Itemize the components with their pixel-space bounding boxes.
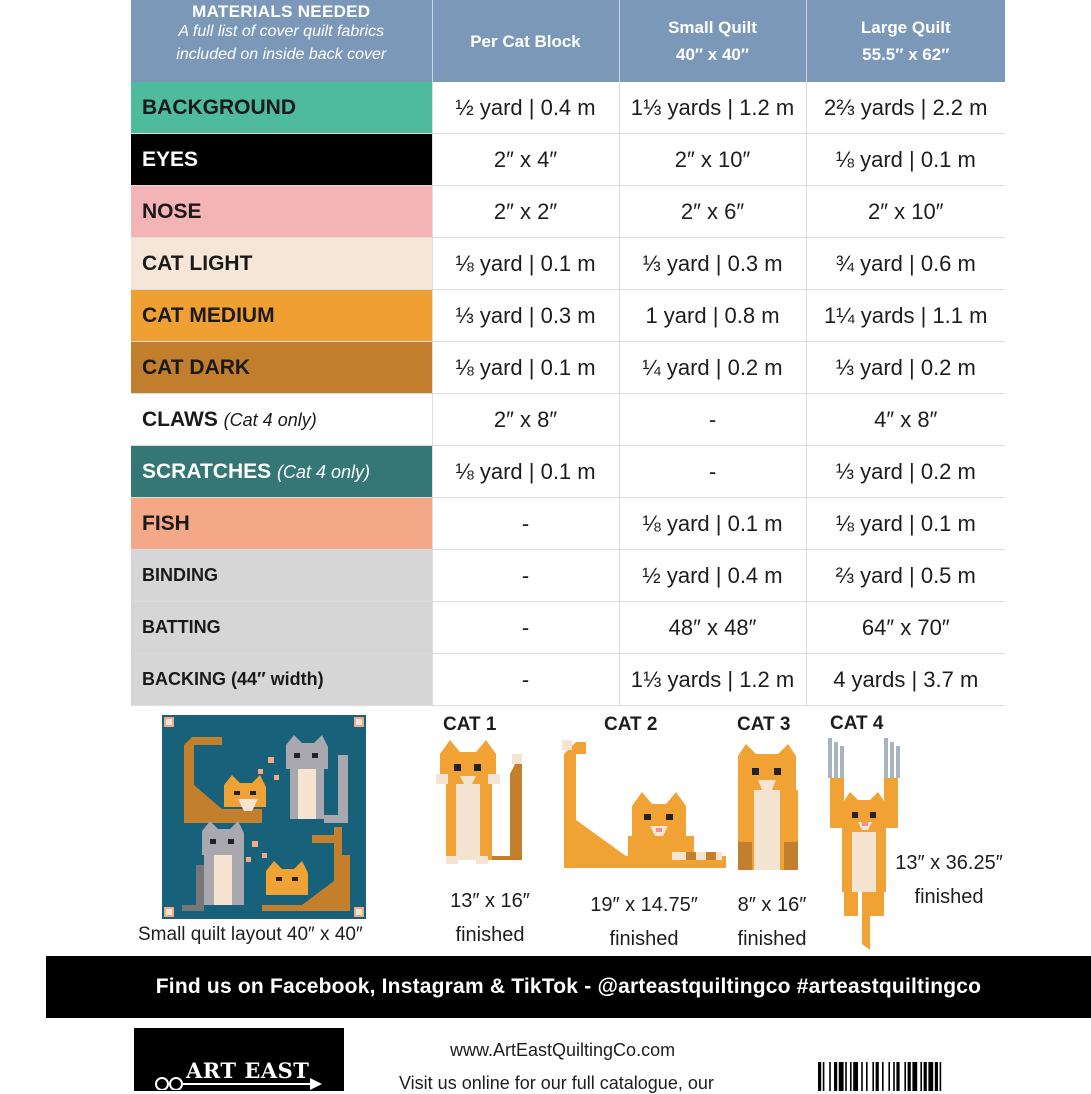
logo-text: ART EAST <box>186 1058 310 1083</box>
header-materials <box>131 0 432 82</box>
table-row <box>131 342 1005 394</box>
cell-large: ⅓ yard | 0.2 m <box>806 446 1005 498</box>
cell-small: - <box>619 446 806 498</box>
cell-large: 4 yards | 3.7 m <box>806 654 1005 706</box>
table-row <box>131 602 1005 654</box>
cell-large: ¾ yard | 0.6 m <box>806 238 1005 290</box>
table-row <box>131 186 1005 238</box>
cell-large: 4″ x 8″ <box>806 394 1005 446</box>
material-label <box>131 446 432 498</box>
barcode-bar <box>850 1062 852 1091</box>
cell-per-block: 2″ x 4″ <box>432 134 619 186</box>
material-name: CAT LIGHT <box>142 251 253 275</box>
social-text: Find us on Facebook, Instagram & TikTok - @arteastquiltingco #arteastquiltingco <box>155 975 982 998</box>
visit-text: Visit us online for our full catalogue, our <box>399 1073 714 1093</box>
cell-per-block: ⅛ yard | 0.1 m <box>432 446 619 498</box>
cat-2-title: CAT 2 <box>604 714 658 735</box>
large-quilt-title: Large Quilt <box>860 18 951 37</box>
cell-large: 2″ x 10″ <box>806 186 1005 238</box>
barcode-bar <box>876 1062 879 1091</box>
cell-small: 2″ x 6″ <box>619 186 806 238</box>
barcode-bar <box>866 1062 868 1091</box>
material-note: (Cat 4 only) <box>223 409 317 430</box>
barcode-bar <box>861 1062 863 1091</box>
cell-large: ⅔ yard | 0.5 m <box>806 550 1005 602</box>
header-note-line2: included on inside back cover <box>176 45 387 63</box>
material-label <box>131 654 432 706</box>
cell-per-block: ⅛ yard | 0.1 m <box>432 342 619 394</box>
cat-4-title: CAT 4 <box>830 713 884 734</box>
barcode-bar <box>853 1062 858 1091</box>
cat-2-image <box>562 740 726 870</box>
small-quilt-title: Small Quilt <box>668 18 757 37</box>
cell-small: ⅓ yard | 0.3 m <box>619 238 806 290</box>
cell-small: 1⅓ yards | 1.2 m <box>619 82 806 134</box>
material-name: BINDING <box>142 565 218 585</box>
barcode-bar <box>893 1062 895 1091</box>
cell-small: ½ yard | 0.4 m <box>619 550 806 602</box>
cell-per-block: - <box>432 602 619 654</box>
barcode-bar <box>920 1062 922 1091</box>
cell-large: ⅛ yard | 0.1 m <box>806 134 1005 186</box>
material-label <box>131 550 432 602</box>
cell-small: 1 yard | 0.8 m <box>619 290 806 342</box>
material-name: CAT MEDIUM <box>142 303 275 327</box>
website-link[interactable]: www.ArtEastQuiltingCo.com <box>450 1040 676 1060</box>
material-label <box>131 602 432 654</box>
header-small-quilt <box>619 0 806 82</box>
cell-per-block: ½ yard | 0.4 m <box>432 82 619 134</box>
material-label <box>131 82 432 134</box>
cell-large: ⅓ yard | 0.2 m <box>806 342 1005 394</box>
cat-2-size: 19″ x 14.75″ finished <box>590 894 698 950</box>
barcode-bar <box>912 1062 917 1091</box>
small-quilt-size: 40″ x 40″ <box>675 45 749 64</box>
cell-small: - <box>619 394 806 446</box>
barcode-bar <box>896 1062 899 1091</box>
cat-4-size: 13″ x 36.25″ finished <box>895 852 1003 908</box>
table-row <box>131 134 1005 186</box>
material-name: SCRATCHES <box>142 459 272 483</box>
barcode-bar <box>904 1062 906 1091</box>
quilt-caption: Small quilt layout 40″ x 40″ <box>138 924 363 945</box>
cat-1-image <box>436 740 522 870</box>
material-name: BACKGROUND <box>142 95 296 119</box>
cell-per-block: 2″ x 8″ <box>432 394 619 446</box>
small-quilt-layout-image <box>162 715 366 919</box>
barcode-bar <box>845 1062 847 1091</box>
cell-per-block: ⅛ yard | 0.1 m <box>432 238 619 290</box>
barcode-bar <box>882 1062 884 1091</box>
barcode-bar <box>872 1062 874 1091</box>
material-name: BATTING <box>142 617 221 637</box>
social-bar <box>46 956 1091 1018</box>
cat-3-image <box>734 742 806 872</box>
cell-small: 48″ x 48″ <box>619 602 806 654</box>
cell-per-block: - <box>432 550 619 602</box>
header-per-cat-block: Per Cat Block <box>432 0 619 82</box>
table-row <box>131 498 1005 550</box>
barcode-bar <box>823 1062 825 1091</box>
material-label <box>131 290 432 342</box>
cell-small: ⅛ yard | 0.1 m <box>619 498 806 550</box>
material-name: FISH <box>142 511 190 535</box>
table-row <box>131 290 1005 342</box>
material-label <box>131 186 432 238</box>
cell-large: 1¼ yards | 1.1 m <box>806 290 1005 342</box>
barcode-bar <box>940 1062 942 1091</box>
cell-large: 2⅔ yards | 2.2 m <box>806 82 1005 134</box>
material-name: CLAWS <box>142 407 218 431</box>
materials-table <box>131 0 1005 706</box>
material-name: NOSE <box>142 199 202 223</box>
material-name: BACKING (44″ width) <box>142 669 324 689</box>
cell-per-block: - <box>432 654 619 706</box>
material-label <box>131 238 432 290</box>
table-row <box>131 394 1005 446</box>
cell-small: ¼ yard | 0.2 m <box>619 342 806 394</box>
barcode-bar <box>928 1062 933 1091</box>
cat-1-size: 13″ x 16″ finished <box>450 890 530 946</box>
cell-large: 64″ x 70″ <box>806 602 1005 654</box>
table-row <box>131 238 1005 290</box>
material-label <box>131 498 432 550</box>
arrow-icon <box>154 1076 324 1090</box>
cat-3-size: 8″ x 16″ finished <box>737 894 807 950</box>
cat-3-title: CAT 3 <box>737 714 791 735</box>
table-row <box>131 446 1005 498</box>
cell-large: ⅛ yard | 0.1 m <box>806 498 1005 550</box>
material-label <box>131 394 432 446</box>
barcode-bar <box>818 1062 821 1091</box>
cell-per-block: ⅓ yard | 0.3 m <box>432 290 619 342</box>
material-note: (Cat 4 only) <box>276 461 371 482</box>
cat-4-image <box>826 738 912 950</box>
header-large-quilt <box>806 0 1005 82</box>
table-row <box>131 82 1005 134</box>
material-name: CAT DARK <box>142 355 251 379</box>
barcode-bar <box>834 1062 837 1091</box>
cell-per-block: 2″ x 2″ <box>432 186 619 238</box>
barcode-bar <box>908 1062 911 1091</box>
barcode-bar <box>839 1062 844 1091</box>
table-row <box>131 550 1005 602</box>
material-label <box>131 134 432 186</box>
material-name: EYES <box>142 147 199 171</box>
large-quilt-size: 55.5″ x 62″ <box>862 45 950 64</box>
art-east-logo <box>134 1028 344 1091</box>
barcode-bar <box>888 1062 890 1091</box>
barcode-bar <box>829 1062 831 1091</box>
cell-per-block: - <box>432 498 619 550</box>
header-title: MATERIALS NEEDED <box>192 1 371 21</box>
table-row <box>131 654 1005 706</box>
cell-small: 2″ x 10″ <box>619 134 806 186</box>
barcode-icon <box>818 1062 1002 1091</box>
material-label <box>131 342 432 394</box>
barcode-bar <box>924 1062 927 1091</box>
header-note-line1: A full list of cover quilt fabrics <box>178 22 385 40</box>
barcode-bar <box>935 1062 938 1091</box>
cell-small: 1⅓ yards | 1.2 m <box>619 654 806 706</box>
table-header-row <box>131 0 1005 82</box>
cat-1-title: CAT 1 <box>443 714 497 735</box>
